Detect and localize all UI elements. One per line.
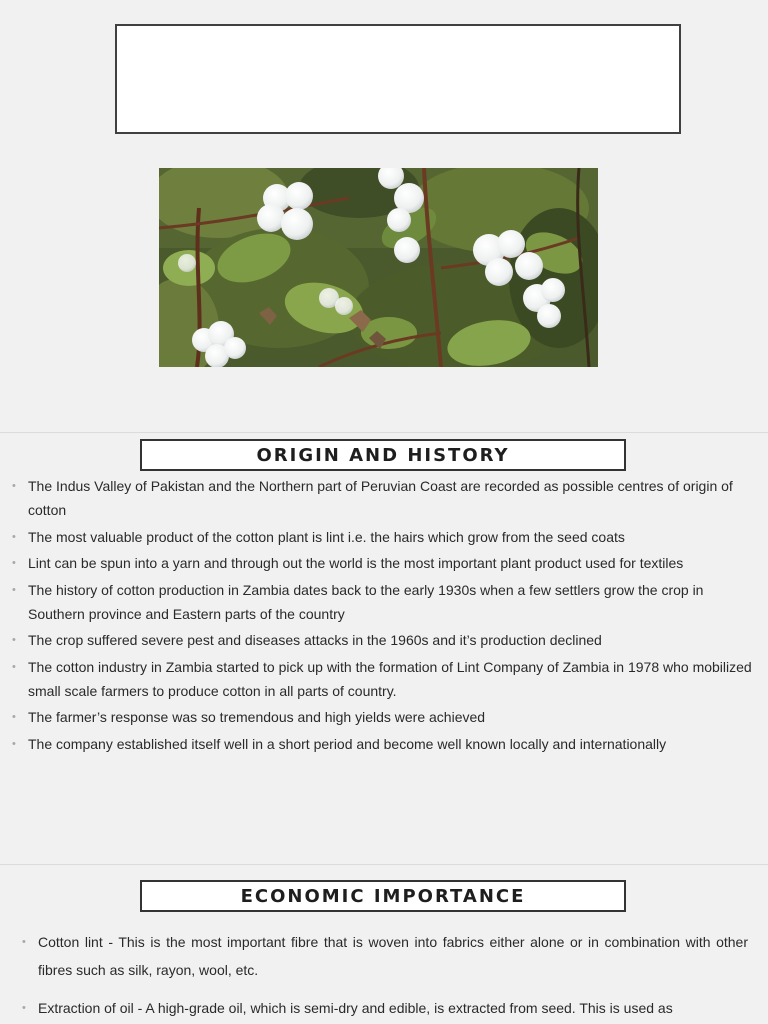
list-item <box>12 628 756 652</box>
list-item-text: The crop suffered severe pest and diseases attacks in the 1960s and it’s production declined <box>28 632 602 648</box>
bullet-icon: • <box>12 583 16 596</box>
list-item-text: The farmer’s response was so tremendous and high yields were achieved <box>28 709 486 725</box>
cotton-plant-photo <box>159 168 598 367</box>
list-item <box>12 525 756 549</box>
title-placeholder-box <box>115 24 681 134</box>
list-item <box>22 994 748 1022</box>
bullet-icon: • <box>12 530 16 543</box>
list-item-text: The most valuable product of the cotton plant is lint i.e. the hairs which grow from the seed coats <box>28 528 625 545</box>
bullet-icon: • <box>12 737 16 750</box>
list-item-text: The company established itself well in a short period and become well known locally and internationally <box>28 735 667 752</box>
list-item-text: Cotton lint - This is the most important fibre that is woven into fabrics either alone or in combination with other fibres such as silk, rayon, wool, etc. <box>38 934 748 978</box>
slide-economic-importance <box>0 865 768 1024</box>
bullet-icon: • <box>22 936 26 948</box>
list-item-text: The cotton industry in Zambia started to pick up with the formation of Lint Company of Zambia in 1978 who mobilized small scale farmers to produce cotton in all parts of country. <box>28 658 752 699</box>
list-item <box>12 705 756 729</box>
bullet-list <box>22 928 748 1024</box>
list-item <box>22 928 748 984</box>
bullet-icon: • <box>12 480 16 492</box>
slide-title <box>0 0 768 432</box>
bullet-icon: • <box>12 660 16 673</box>
bullet-icon: • <box>22 1002 26 1014</box>
bullet-icon: • <box>12 557 16 569</box>
bullet-icon: • <box>12 634 16 646</box>
list-item-text: The Indus Valley of Pakistan and the Northern part of Peruvian Coast are recorded as possible centres of origin of cotton <box>28 478 733 518</box>
list-item-text: Extraction of oil - A high-grade oil, which is semi-dry and edible, is extracted from seed. This is used as <box>38 1000 673 1016</box>
slide-origin-history <box>0 433 768 864</box>
list-item-text: Lint can be spun into a yarn and through out the world is the most important plant product used for textiles <box>28 555 684 571</box>
list-item <box>12 578 756 626</box>
list-item <box>12 551 756 575</box>
bullet-icon: • <box>12 711 16 723</box>
bullet-list <box>12 474 756 758</box>
section-heading: ORIGIN AND HISTORY <box>140 439 626 471</box>
section-heading: ECONOMIC IMPORTANCE <box>140 880 626 912</box>
list-item <box>12 655 756 703</box>
list-item <box>12 732 756 756</box>
list-item-text: The history of cotton production in Zambia dates back to the early 1930s when a few settlers grow the crop in Southern province and Eastern parts of the country <box>28 581 704 622</box>
list-item <box>12 474 756 522</box>
